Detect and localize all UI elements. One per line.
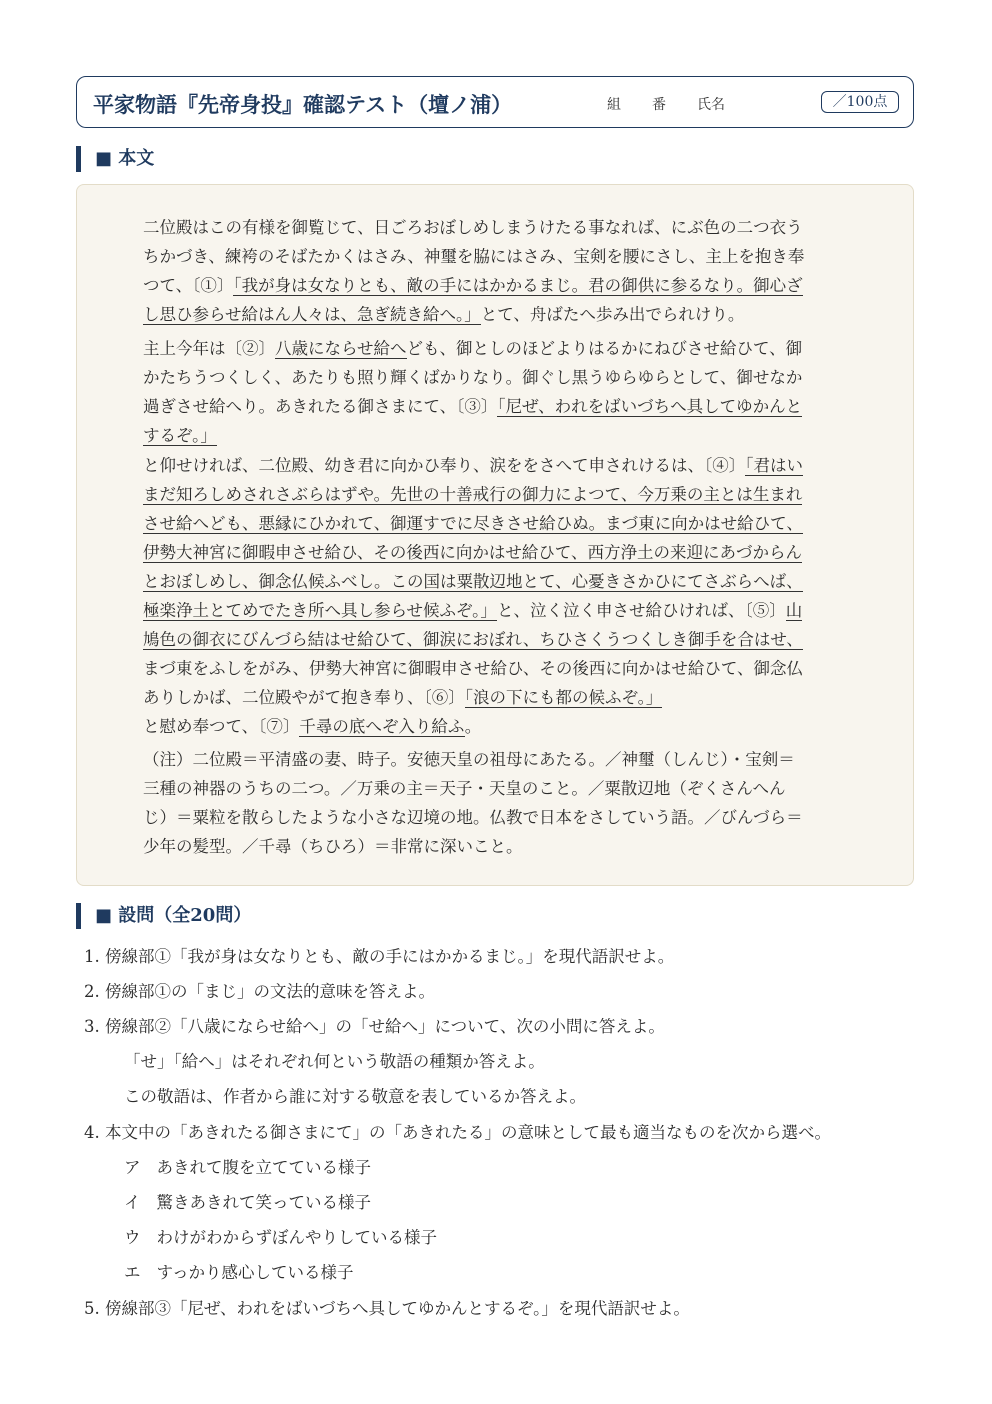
passage-line: かたちうつくしく、あたりも照り輝くばかりなり。御ぐし黒うゆらゆらとして、御せなか [143, 368, 803, 387]
underlined-phrase-6: 「浪の下にも都の候ふぞ。」 [464, 688, 663, 707]
option-mark: ア [124, 1158, 141, 1177]
test-header [76, 76, 914, 128]
option-mark: エ [124, 1263, 141, 1282]
note-line: 少年の髪型。／千尋（ちひろ）＝非常に深いこと。 [143, 837, 523, 856]
underlined-phrase-4-cont: とおぼしめし、御念仏候ふべし。この国は粟散辺地とて、心憂きさかひにてさぶらへば、 [143, 572, 803, 591]
underlined-phrase-1: 「我が身は女なりとも、敵の手にはかかるまじ。君の御供に参るなり。御心ざ [233, 276, 803, 295]
note-line: 三種の神器のうちの二つ。／万乗の主＝天子・天皇のこと。／粟散辺地（ぞくさんへん [143, 779, 786, 798]
passage-line [143, 597, 802, 621]
passage-line [143, 713, 481, 737]
passage-line [143, 422, 217, 446]
passage-line [143, 393, 802, 417]
class-label: 組 [607, 97, 621, 113]
section-heading-honbun: ■ 本文 [76, 146, 154, 172]
option-a [124, 1154, 371, 1178]
option-u [124, 1224, 437, 1248]
note-line: （注）二位殿＝平清盛の妻、時子。安徳天皇の祖母にあたる。／神璽（しんじ）・宝剣＝ [143, 750, 795, 769]
question-5: 5. 傍線部③「尼ぜ、われをばいづちへ具してゆかんとするぞ。」を現代語訳せよ。 [84, 1299, 690, 1318]
option-e [124, 1259, 354, 1283]
passage-line: ちかづき、練袴のそばたかくはさみ、神璽を脇にはさみ、宝剣を腰にさし、主上を抱き奉 [143, 247, 805, 266]
test-title: 平家物語『先帝身投』確認テスト（壇ノ浦） [93, 92, 513, 117]
marker-2: 主上今年は〔②〕 [143, 339, 275, 358]
number-label: 番 [652, 97, 666, 113]
option-text: あきれて腹を立てている様子 [156, 1158, 371, 1177]
underlined-phrase-4: 「君はい [745, 456, 803, 475]
passage-line [143, 452, 803, 476]
passage-line [143, 510, 803, 534]
option-mark: イ [124, 1193, 141, 1212]
underlined-phrase-5-cont: 鳩色の御衣にびんづら結はせ給ひて、御涙におぼれ、ちひさくうつくしき御手を合はせ、 [143, 630, 803, 649]
passage-line [143, 335, 802, 359]
passage-line [143, 539, 802, 563]
passage-text: とて、舟ばたへ歩み出でられけり。 [480, 305, 745, 324]
passage-text: ども、御としのほどよりはるかにねびさせ給ひて、御 [406, 339, 803, 358]
option-i [124, 1189, 371, 1213]
question-3a: 「せ」「給へ」はそれぞれ何という敬語の種類か答えよ。 [124, 1052, 545, 1071]
passage-line [143, 568, 803, 592]
underlined-phrase-3-cont: するぞ。」 [143, 426, 217, 445]
question-2: 2. 傍線部①の「まじ」の文法的意味を答えよ。 [84, 982, 435, 1001]
underlined-phrase-1-cont: し思ひ参らせ給はん人々は、急ぎ続き給へ。」 [143, 305, 481, 324]
score-box: ／100点 [821, 91, 899, 113]
passage-text: と仰せければ、二位殿、幼き君に向かひ奉り、涙ををさへて申されけるは、〔④〕 [143, 456, 746, 475]
section-heading-questions: ■ 設問（全20問） [76, 903, 251, 929]
underlined-phrase-7: 千尋の底へぞ入り給ふ [299, 717, 465, 736]
passage-line [143, 301, 744, 325]
passage-line: 二位殿はこの有様を御覧じて、日ごろおぼしめしまうけたる事なれば、にぶ色の二つ衣う [143, 218, 803, 237]
passage-line [143, 272, 803, 296]
note-line: じ）＝粟粒を散らしたような小さな辺境の地。仏教で日本をさしていう語。／びんづら＝ [143, 808, 803, 827]
option-mark: ウ [124, 1228, 141, 1247]
passage-line [143, 684, 662, 708]
option-text: わけがわからずぼんやりしている様子 [156, 1228, 437, 1247]
underlined-phrase-4-cont: させ給へども、悪縁にひかれて、御運すでに尽きさせ給ひぬ。まづ東に向かはせ給ひて、 [143, 514, 803, 533]
passage-text: と、泣く泣く申させ給ひければ、〔⑤〕 [496, 601, 786, 620]
option-text: 驚きあきれて笑っている様子 [156, 1193, 371, 1212]
passage-text: ありしかば、二位殿やがて抱き奉り、〔⑥〕 [143, 688, 465, 707]
passage-line: まづ東をふしをがみ、伊勢大神宮に御暇申させ給ひ、その後西に向かはせ給ひて、御念仏 [143, 659, 803, 678]
marker-7: と慰め奉つて、〔⑦〕 [143, 717, 300, 736]
option-text: すっかり感心している様子 [156, 1263, 354, 1282]
question-1: 1. 傍線部①「我が身は女なりとも、敵の手にはかかるまじ。」を現代語訳せよ。 [84, 947, 675, 966]
question-4: 4. 本文中の「あきれたる御さまにて」の「あきれたる」の意味として最も適当なものを次から選べ。 [84, 1123, 831, 1142]
name-label: 氏名 [697, 97, 725, 113]
passage-text: 過ぎさせ給へり。あきれたる御さまにて、〔③〕 [143, 397, 498, 416]
underlined-phrase-5: 山 [785, 601, 803, 620]
passage-line [143, 481, 802, 505]
marker-1: つて、〔①〕 [143, 276, 234, 295]
question-3: 3. 傍線部②「八歳にならせ給へ」の「せ給へ」について、次の小問に答えよ。 [84, 1017, 665, 1036]
underlined-phrase-2: 八歳にならせ給へ [275, 339, 407, 358]
underlined-phrase-4-cont: 極楽浄土とてめでたき所へ具し参らせ候ふぞ。」 [143, 601, 497, 620]
underlined-phrase-3: 「尼ぜ、われをばいづちへ具してゆかんと [497, 397, 803, 416]
underlined-phrase-4-cont: 伊勢大神宮に御暇申させ給ひ、その後西に向かはせ給ひて、西方浄土の来迎にあづからん [143, 543, 803, 562]
passage-text: 。 [464, 717, 482, 736]
question-3b: この敬語は、作者から誰に対する敬意を表しているか答えよ。 [124, 1087, 586, 1106]
underlined-phrase-4-cont: まだ知ろしめされさぶらはずや。先世の十善戒行の御力によつて、今万乗の主とは生まれ [143, 485, 803, 504]
passage-line [143, 626, 803, 650]
